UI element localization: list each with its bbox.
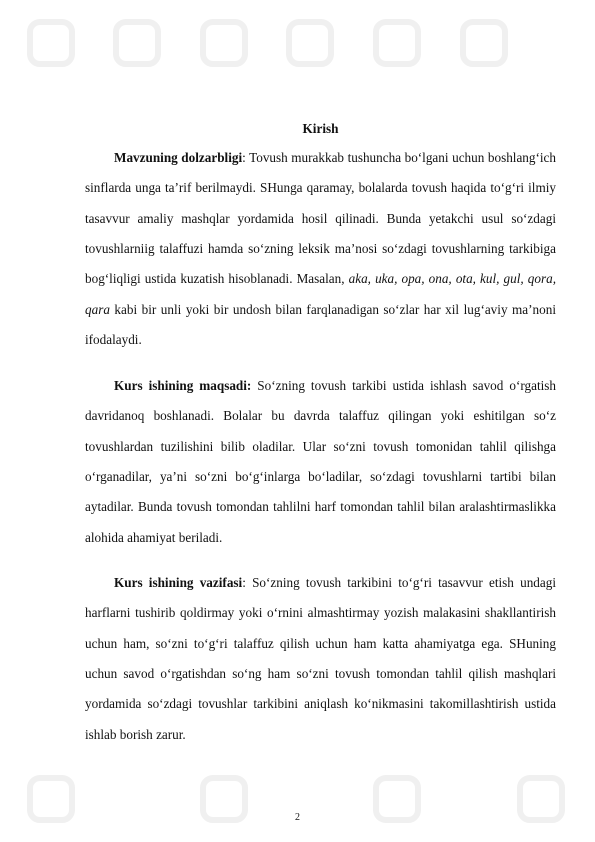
paragraph-text: : Tovush murakkab tushuncha bo‘lgani uchun boshlang‘ich sinflarda unga ta’rif berilmaydi. SHunga qaramay, bolalarda tovush haqida to‘g‘ri ilmiy tasavvur amaliy mashqlar yordamida hosil qilinadi. Bunda yetakchi usul so‘zdagi tovushlarniig talaffuzi hamda so‘zning leksik ma’nosi so‘zdagi tovushlarning tarkibiga bog‘liqligi ustida kuzatish hisoblanadi. Masalan, bbox=[85, 150, 556, 287]
paragraph-text: : So‘zning tovush tarkibini to‘g‘ri tasavvur etish undagi harflarni tushirib qoldirmay yoki o‘rnini almashtirmay yozish malakasini shakllantirish uchun ham, so‘zni to‘g‘ri talaffuz qilish uchun ham katta ahamiyatga ega. SHuning uchun savod o‘rgatishdan so‘ng ham so‘zni tovush tomondan tahlil qilish mashqlari yordamida so‘zdagi tovushlar tarkibini aniqlash ko‘nikmasini takomillashtirish ustida ishlab borish zarur. bbox=[85, 575, 556, 742]
paragraph-task bbox=[85, 568, 556, 750]
paragraph-text: kabi bir unli yoki bir undosh bilan farqlanadigan so‘zlar har xil lug‘aviy ma’noni ifodalaydi. bbox=[85, 301, 556, 348]
paragraph-relevance bbox=[85, 143, 556, 355]
page-title: Kirish bbox=[302, 121, 339, 136]
paragraph-lead-task: Kurs ishining vazifasi bbox=[114, 575, 243, 590]
paragraph-text: So‘zning tovush tarkibi ustida ishlash savod o‘rgatish davridanoq boshlanadi. Bolalar bu davrda talaffuz qilingan yoki eshitilgan so‘z tovushlardan tuzilishini bilib oladilar. Ular so‘zni tovush tomonidan tahlil qilishga o‘rganadilar, ya’ni so‘zni bo‘g‘inlarga bo‘ladilar, so‘zdagi tovushlarni tartibi bilan aytadilar. Bunda tovush tomondan tahlilni harf tomondan tahlil bilan aralashtirmaslikka alohida ahamiyat beriladi. bbox=[85, 378, 556, 545]
page-number: 2 bbox=[295, 812, 300, 823]
paragraph-lead-goal: Kurs ishining maqsadi: bbox=[114, 378, 252, 393]
paragraph-goal bbox=[85, 371, 556, 553]
example-words: aka, uka, opa, ona, ota, kul, gul, qora, qara bbox=[85, 271, 556, 317]
paragraph-lead-relevance: Mavzuning dolzarbligi bbox=[114, 150, 243, 165]
